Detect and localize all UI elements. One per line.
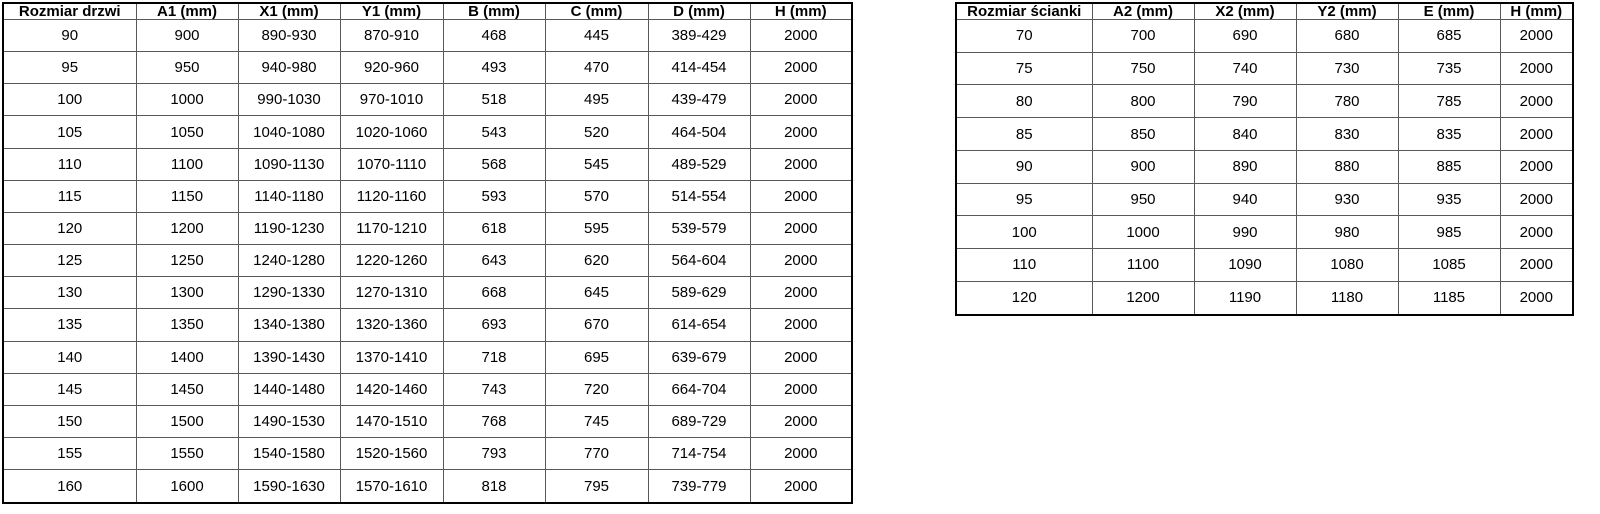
table-cell: 693 — [443, 309, 545, 341]
table-cell: 70 — [956, 20, 1092, 53]
table-cell: 2000 — [750, 148, 852, 180]
table-cell: 940 — [1194, 183, 1296, 216]
table-row — [3, 277, 852, 309]
table-cell: 1100 — [136, 148, 238, 180]
table-cell: 1570-1610 — [340, 470, 443, 503]
table-cell: 160 — [3, 470, 136, 503]
table-cell: 90 — [956, 150, 1092, 183]
table-cell: 493 — [443, 52, 545, 84]
table-cell: 1000 — [136, 84, 238, 116]
table-row — [3, 84, 852, 116]
table-cell: 1250 — [136, 245, 238, 277]
table-cell: 105 — [3, 116, 136, 148]
table-cell: 1470-1510 — [340, 405, 443, 437]
column-header: Y2 (mm) — [1296, 3, 1398, 20]
table-cell: 439-479 — [648, 84, 750, 116]
table-row — [956, 118, 1573, 151]
table-row — [956, 52, 1573, 85]
table-row — [3, 52, 852, 84]
column-header: E (mm) — [1398, 3, 1500, 20]
table-cell: 468 — [443, 20, 545, 52]
table-cell: 1500 — [136, 405, 238, 437]
table-cell: 1140-1180 — [238, 180, 340, 212]
table-row — [3, 245, 852, 277]
table-cell: 890 — [1194, 150, 1296, 183]
table-cell: 564-604 — [648, 245, 750, 277]
table-cell: 830 — [1296, 118, 1398, 151]
table-cell: 645 — [545, 277, 648, 309]
table-cell: 100 — [956, 216, 1092, 249]
table-cell: 2000 — [1500, 150, 1573, 183]
table-cell: 1390-1430 — [238, 341, 340, 373]
table-row — [3, 180, 852, 212]
table-cell: 990-1030 — [238, 84, 340, 116]
table-cell: 685 — [1398, 20, 1500, 53]
table-cell: 739-779 — [648, 470, 750, 503]
table-cell: 714-754 — [648, 438, 750, 470]
table-row — [3, 438, 852, 470]
table-cell: 470 — [545, 52, 648, 84]
door-table-header — [3, 3, 852, 20]
table-cell: 568 — [443, 148, 545, 180]
table-cell: 768 — [443, 405, 545, 437]
table-cell: 595 — [545, 212, 648, 244]
table-cell: 668 — [443, 277, 545, 309]
table-cell: 2000 — [750, 212, 852, 244]
table-cell: 1085 — [1398, 249, 1500, 282]
column-header: H (mm) — [1500, 3, 1573, 20]
table-cell: 770 — [545, 438, 648, 470]
table-cell: 750 — [1092, 52, 1194, 85]
table-cell: 664-704 — [648, 373, 750, 405]
table-cell: 520 — [545, 116, 648, 148]
header-row — [3, 3, 852, 20]
table-cell: 2000 — [1500, 249, 1573, 282]
table-cell: 790 — [1194, 85, 1296, 118]
table-cell: 985 — [1398, 216, 1500, 249]
table-cell: 1270-1310 — [340, 277, 443, 309]
table-cell: 518 — [443, 84, 545, 116]
table-cell: 2000 — [1500, 216, 1573, 249]
table-cell: 589-629 — [648, 277, 750, 309]
table-cell: 793 — [443, 438, 545, 470]
table-cell: 2000 — [750, 373, 852, 405]
column-header: A1 (mm) — [136, 3, 238, 20]
table-cell: 940-980 — [238, 52, 340, 84]
table-cell: 670 — [545, 309, 648, 341]
table-cell: 680 — [1296, 20, 1398, 53]
table-cell: 1040-1080 — [238, 116, 340, 148]
table-cell: 620 — [545, 245, 648, 277]
table-cell: 90 — [3, 20, 136, 52]
table-cell: 1180 — [1296, 281, 1398, 315]
table-cell: 700 — [1092, 20, 1194, 53]
table-cell: 545 — [545, 148, 648, 180]
table-cell: 110 — [3, 148, 136, 180]
table-cell: 614-654 — [648, 309, 750, 341]
table-cell: 1090-1130 — [238, 148, 340, 180]
table-cell: 880 — [1296, 150, 1398, 183]
table-cell: 495 — [545, 84, 648, 116]
table-cell: 643 — [443, 245, 545, 277]
column-header: D (mm) — [648, 3, 750, 20]
table-cell: 1290-1330 — [238, 277, 340, 309]
table-cell: 95 — [3, 52, 136, 84]
table-row — [956, 216, 1573, 249]
table-cell: 1020-1060 — [340, 116, 443, 148]
table-cell: 1070-1110 — [340, 148, 443, 180]
table-cell: 690 — [1194, 20, 1296, 53]
table-cell: 618 — [443, 212, 545, 244]
table-cell: 900 — [1092, 150, 1194, 183]
table-cell: 85 — [956, 118, 1092, 151]
table-row — [956, 20, 1573, 53]
table-row — [956, 281, 1573, 315]
table-cell: 950 — [136, 52, 238, 84]
column-header: Rozmiar drzwi — [3, 3, 136, 20]
table-row — [3, 341, 852, 373]
wall-panel-size-table — [955, 2, 1574, 316]
table-cell: 990 — [1194, 216, 1296, 249]
table-cell: 930 — [1296, 183, 1398, 216]
table-cell: 1600 — [136, 470, 238, 503]
table-cell: 835 — [1398, 118, 1500, 151]
table-cell: 464-504 — [648, 116, 750, 148]
table-cell: 1450 — [136, 373, 238, 405]
table-cell: 135 — [3, 309, 136, 341]
table-cell: 1120-1160 — [340, 180, 443, 212]
table-cell: 720 — [545, 373, 648, 405]
table-cell: 1300 — [136, 277, 238, 309]
table-cell: 1370-1410 — [340, 341, 443, 373]
table-cell: 514-554 — [648, 180, 750, 212]
table-cell: 1090 — [1194, 249, 1296, 282]
table-cell: 1050 — [136, 116, 238, 148]
table-cell: 130 — [3, 277, 136, 309]
table-cell: 543 — [443, 116, 545, 148]
table-row — [3, 212, 852, 244]
table-cell: 593 — [443, 180, 545, 212]
table-cell: 795 — [545, 470, 648, 503]
table-row — [3, 470, 852, 503]
table-cell: 970-1010 — [340, 84, 443, 116]
table-cell: 2000 — [750, 20, 852, 52]
table-cell: 1520-1560 — [340, 438, 443, 470]
table-cell: 445 — [545, 20, 648, 52]
table-cell: 1100 — [1092, 249, 1194, 282]
table-cell: 745 — [545, 405, 648, 437]
table-cell: 2000 — [1500, 85, 1573, 118]
table-cell: 2000 — [1500, 281, 1573, 315]
table-row — [956, 85, 1573, 118]
table-cell: 1240-1280 — [238, 245, 340, 277]
table-cell: 389-429 — [648, 20, 750, 52]
table-cell: 140 — [3, 341, 136, 373]
table-cell: 2000 — [750, 245, 852, 277]
table-cell: 718 — [443, 341, 545, 373]
table-row — [956, 249, 1573, 282]
table-cell: 1420-1460 — [340, 373, 443, 405]
table-cell: 489-529 — [648, 148, 750, 180]
table-cell: 639-679 — [648, 341, 750, 373]
header-row — [956, 3, 1573, 20]
table-cell: 950 — [1092, 183, 1194, 216]
table-cell: 2000 — [750, 52, 852, 84]
table-cell: 890-930 — [238, 20, 340, 52]
table-cell: 740 — [1194, 52, 1296, 85]
table-cell: 2000 — [750, 116, 852, 148]
column-header: A2 (mm) — [1092, 3, 1194, 20]
table-cell: 818 — [443, 470, 545, 503]
table-cell: 1200 — [1092, 281, 1194, 315]
table-cell: 2000 — [1500, 183, 1573, 216]
table-cell: 935 — [1398, 183, 1500, 216]
column-header: B (mm) — [443, 3, 545, 20]
table-cell: 1150 — [136, 180, 238, 212]
door-table-body — [3, 20, 852, 504]
table-cell: 1350 — [136, 309, 238, 341]
column-header: C (mm) — [545, 3, 648, 20]
table-cell: 80 — [956, 85, 1092, 118]
table-row — [3, 148, 852, 180]
table-cell: 539-579 — [648, 212, 750, 244]
table-row — [956, 150, 1573, 183]
table-cell: 1170-1210 — [340, 212, 443, 244]
table-cell: 730 — [1296, 52, 1398, 85]
table-cell: 1400 — [136, 341, 238, 373]
table-cell: 780 — [1296, 85, 1398, 118]
column-header: Y1 (mm) — [340, 3, 443, 20]
door-size-table — [2, 2, 853, 504]
table-cell: 95 — [956, 183, 1092, 216]
wall-table-body — [956, 20, 1573, 316]
table-cell: 1200 — [136, 212, 238, 244]
table-row — [3, 405, 852, 437]
table-cell: 2000 — [1500, 118, 1573, 151]
table-cell: 850 — [1092, 118, 1194, 151]
wall-table-header — [956, 3, 1573, 20]
table-row — [3, 20, 852, 52]
table-cell: 2000 — [750, 84, 852, 116]
table-cell: 1550 — [136, 438, 238, 470]
table-cell: 125 — [3, 245, 136, 277]
table-cell: 120 — [956, 281, 1092, 315]
column-header: X2 (mm) — [1194, 3, 1296, 20]
table-cell: 115 — [3, 180, 136, 212]
table-cell: 1440-1480 — [238, 373, 340, 405]
table-cell: 1185 — [1398, 281, 1500, 315]
table-row — [3, 116, 852, 148]
table-cell: 100 — [3, 84, 136, 116]
table-cell: 414-454 — [648, 52, 750, 84]
table-cell: 689-729 — [648, 405, 750, 437]
table-cell: 110 — [956, 249, 1092, 282]
column-header: H (mm) — [750, 3, 852, 20]
table-cell: 2000 — [750, 405, 852, 437]
table-cell: 155 — [3, 438, 136, 470]
table-cell: 920-960 — [340, 52, 443, 84]
table-cell: 735 — [1398, 52, 1500, 85]
table-cell: 2000 — [750, 341, 852, 373]
column-header: Rozmiar ścianki — [956, 3, 1092, 20]
table-cell: 1000 — [1092, 216, 1194, 249]
table-row — [3, 309, 852, 341]
table-cell: 695 — [545, 341, 648, 373]
table-cell: 1490-1530 — [238, 405, 340, 437]
table-cell: 2000 — [1500, 20, 1573, 53]
table-cell: 785 — [1398, 85, 1500, 118]
table-cell: 1590-1630 — [238, 470, 340, 503]
table-cell: 120 — [3, 212, 136, 244]
table-row — [3, 373, 852, 405]
table-cell: 1540-1580 — [238, 438, 340, 470]
table-cell: 75 — [956, 52, 1092, 85]
table-cell: 2000 — [750, 438, 852, 470]
table-cell: 2000 — [750, 309, 852, 341]
table-cell: 1190 — [1194, 281, 1296, 315]
table-cell: 145 — [3, 373, 136, 405]
table-cell: 900 — [136, 20, 238, 52]
table-cell: 1320-1360 — [340, 309, 443, 341]
table-cell: 800 — [1092, 85, 1194, 118]
table-row — [956, 183, 1573, 216]
table-cell: 840 — [1194, 118, 1296, 151]
column-header: X1 (mm) — [238, 3, 340, 20]
table-cell: 2000 — [750, 470, 852, 503]
table-cell: 2000 — [750, 180, 852, 212]
table-cell: 570 — [545, 180, 648, 212]
table-cell: 885 — [1398, 150, 1500, 183]
table-cell: 2000 — [750, 277, 852, 309]
table-cell: 870-910 — [340, 20, 443, 52]
table-cell: 980 — [1296, 216, 1398, 249]
table-cell: 150 — [3, 405, 136, 437]
table-cell: 2000 — [1500, 52, 1573, 85]
table-cell: 1190-1230 — [238, 212, 340, 244]
table-cell: 1080 — [1296, 249, 1398, 282]
table-cell: 1340-1380 — [238, 309, 340, 341]
table-cell: 743 — [443, 373, 545, 405]
table-cell: 1220-1260 — [340, 245, 443, 277]
